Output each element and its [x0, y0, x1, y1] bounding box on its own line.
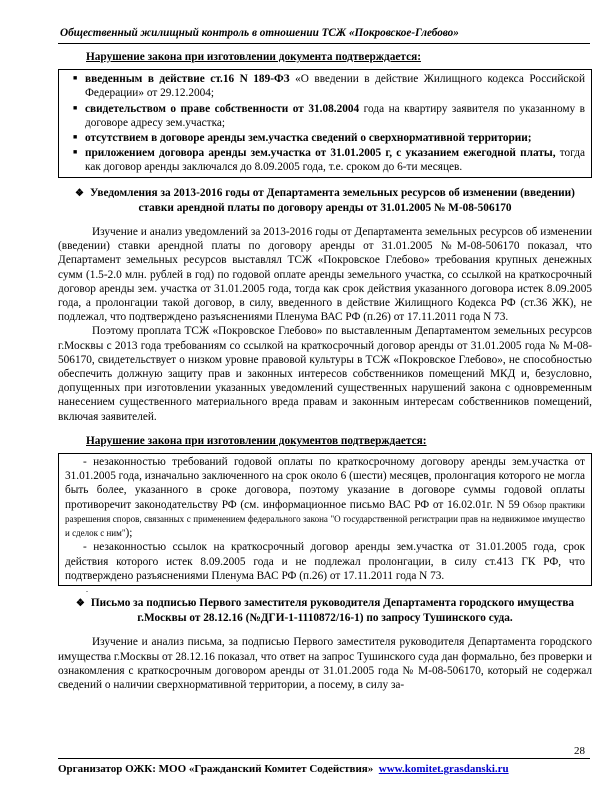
list-item: ■ введенным в действие ст.16 N 189-ФЗ «О введении в действие Жилищного кодекса Российской Федерации» от 29.12.2004; — [73, 73, 586, 100]
section2-paragraph-2: Поэтому проплата ТСЖ «Покровское Глебово» по выставленным Департаментом земельных ресурсов г.Москвы с 2013 года требованиям со ссылкой на краткосрочный договор аренды от 31.01.2005 года № М-08-506170, свидетельствует о низком уровне правовой культуры в ТСЖ «Покровское Глебово», не способностью обеспечить должную защиту прав и законных интересов собственников помещений МКД и, безусловно, допущенных при изготовлении указанных уведомлений существенных нарушений закона с одновременным нанесением существенного материального вреда правам и законным интересам собственников помещений, включая заявителей. — [58, 325, 592, 423]
violations-box-2 — [58, 453, 592, 586]
list-item: ■ отсутствием в договоре аренды зем.участка сведений о сверхнормативной территории; — [73, 132, 532, 145]
diamond-bullet-icon: ❖ — [75, 187, 84, 199]
page-number: 28 — [574, 745, 585, 757]
section4-title: Письмо за подписью Первого заместителя руководителя Департамента городского имущества г.Москвы от 28.12.16 (№ДГИ-1-1110872/16-1) по запросу Тушинского суда. — [90, 596, 575, 625]
stray-dot: . — [86, 584, 88, 594]
section4-heading — [58, 596, 592, 625]
square-bullet-icon: ■ — [73, 74, 78, 83]
section2-title: Уведомления за 2013-2016 годы от Департамента земельных ресурсов об изменении (введении) ставки арендной платы по договору аренды от 31.01.2005 № М-08-506170 — [90, 186, 575, 214]
section2-paragraph-1: Изучение и анализ уведомлений за 2013-2016 годы от Департамента земельных ресурсов об изменении (введении) ставки арендной платы по договору аренды от 31.01.2005 №М-08-506170 показал, что Департамент земельных ресурсов выставлял ТСЖ «Покровское Глебово» требования крупных денежных сумм (1.5-2.0 млн. рублей в год) по годовой оплате аренды земельного участка, со ссылкой на краткосрочный договор аренды зем. участка от 31.01.2005 года, тогда как срок действия указанного договора истек 8.09.2005 года, а пролонгации такой договор, в силу, введенного в действие Жилищного Кодекса РФ (ст.36 ЖК), не подлежал, что подтверждено разъяснениями Пленума ВАС РФ (п.26) от 17.11.2011 года N 73. — [58, 226, 592, 324]
section4-paragraph-1: Изучение и анализ письма, за подписью Первого заместителя руководителя Департамента городского имущества г.Москвы от 28.12.16 показал, что ответ на запрос Тушинского суда дан формально, без проверки и ознакомления с краткосрочным договором аренды от 31.01.2005 года № М-08-506170, который не содержал сведений о наличии сверхнормативной территории, а посему, в силу за- — [58, 636, 592, 691]
square-bullet-icon: ■ — [73, 103, 78, 112]
footer-rule — [58, 758, 590, 759]
diamond-bullet-icon: ❖ — [75, 597, 85, 609]
footer-link[interactable]: www.komitet.grasdanski.ru — [378, 763, 509, 775]
page-header: Общественный жилищный контроль в отношении ТСЖ «Покровское-Глебово» — [60, 27, 459, 39]
square-bullet-icon: ■ — [73, 133, 78, 142]
section3-title: Нарушение закона при изготовлении документов подтверждается: — [86, 434, 427, 447]
page-footer — [58, 763, 509, 775]
list-item: ■ свидетельством о праве собственности от 31.08.2004 года на квартиру заявителя по указанному в договоре адресу зем.участка; — [73, 102, 585, 129]
document-body — [58, 46, 592, 692]
dash-item-1: - незаконностью требований годовой оплаты по краткосрочному договору аренды зем.участка от 31.01.2005 года, изначально заключенного на срок около 6 (шести) месяцев, пролонгация которого не могла быть более, указанного в сроке договора, поэтому указание в договоре суммы годовой оплаты противоречит законодательству РФ (см. информационное письмо ВАС РФ от 16.02.01г. N 59 Обзор практики разрешения споров, связанных с применением федерального закона "О государственной регистрации прав на недвижимое имущество и сделок с ним"); — [65, 456, 585, 540]
square-bullet-icon: ■ — [73, 148, 78, 157]
section2-heading — [58, 186, 592, 215]
section1-title: Нарушение закона при изготовлении документа подтверждается: — [86, 51, 421, 63]
violations-box — [58, 69, 592, 177]
dash-item-2: - незаконностью ссылок на краткосрочный договор аренды зем.участка от 31.01.2005 года, срок действия которого истек 8.09.2005 года и не подлежал пролонгации, в силу ст.413 ГК РФ, что подтверждено разъяснениями Пленума ВАС РФ (п.26) от 17.11.2011 года N 73. — [65, 541, 585, 582]
header-rule — [58, 43, 590, 44]
footer-text: Организатор ОЖК: МОО «Гражданский Комитет Содействия» — [58, 763, 374, 775]
list-item: ■ приложением договора аренды зем.участка от 31.01.2005 г, с указанием ежегодной платы, тогда как договор аренды заключался до 8.09.2005 года, т.е. сроком до 6-ти месяцев. — [73, 147, 586, 174]
